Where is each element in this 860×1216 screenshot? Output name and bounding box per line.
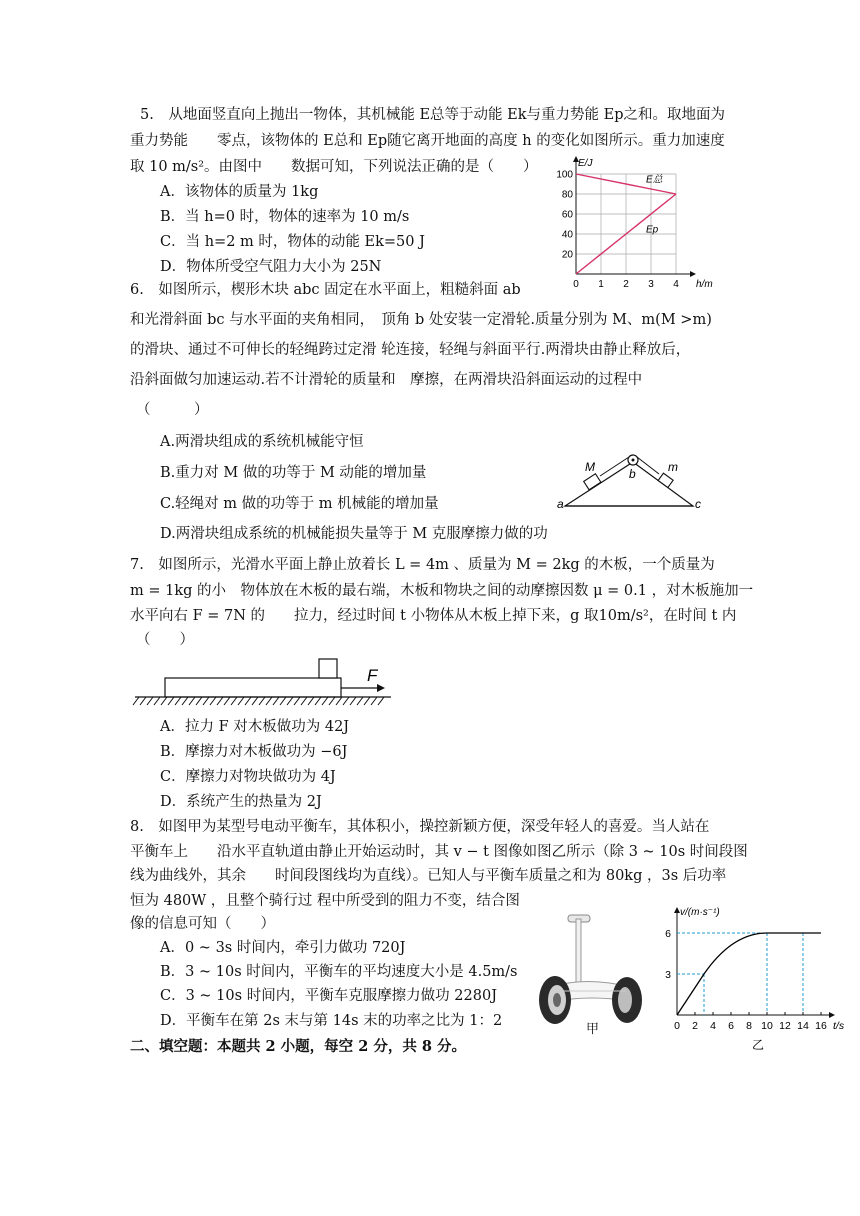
hatch-mark [336,697,342,705]
section-2-heading: 二、填空题：本题共 2 小题，每空 2 分，共 8 分。 [130,1038,467,1055]
y-tick-label: 20 [561,249,573,261]
q6-line-2: 和光滑斜面 bc 与水平面的夹角相同， 顶角 b 处安装一定滑轮.质量分别为 M、m(M >m) [130,312,712,328]
hatch-mark [140,697,146,705]
y-axis-label: v/(m·s⁻¹) [680,907,720,918]
hatch-mark [266,697,272,705]
q8-velocity-time-chart [655,900,855,1052]
x-axis-label: h/m [696,279,713,290]
hatch-mark [231,697,237,705]
hatch-mark [315,697,321,705]
hatch-mark [308,697,314,705]
x-tick-label: 3 [648,279,654,290]
x-tick-label: 0 [674,1020,680,1032]
q6-line-4: 沿斜面做匀加速运动.若不计滑轮的质量和 摩擦，在两滑块沿斜面运动的过程中 [130,372,643,388]
hatch-mark [161,697,167,705]
hatch-mark [154,697,160,705]
q5-line-1: 5. 从地面竖直向上抛出一物体，其机械能 E总等于动能 Ek与重力势能 Ep之和。取地面为 [140,107,725,123]
q8-option-c: C．3 ~ 10s 时间内，平衡车克服摩擦力做功 2280J [160,988,498,1004]
q6-option-d: D.两滑块组成系统的机械能损失量等于 M 克服摩擦力做的功 [160,526,548,542]
label-F: F [367,666,378,685]
q8-line-2: 平衡车上 沿水平直轨道由静止开始运动时，其 v − t 图像如图乙所示（除 3 ~ 10s 时间段图 [130,844,748,860]
x-tick-label: 4 [673,279,679,290]
y-tick-label: 60 [561,209,573,221]
hatch-mark [322,697,328,705]
block-M [584,474,601,490]
q5-energy-height-chart [556,158,720,293]
hatch-mark [168,697,174,705]
q6-line-5: （ ） [136,402,209,418]
label-m: m [668,460,678,474]
ground-hatch [133,697,384,705]
q5-option-d: D．物体所受空气阻力大小为 25N [160,259,382,275]
hatch-mark [294,697,300,705]
hatch-mark [133,697,139,705]
q8-line-1: 8. 如图甲为某型号电动平衡车，其体积小，操控新颖方便，深受年轻人的喜爱。当人站在 [130,819,710,835]
hatch-mark [287,697,293,705]
hatch-mark [259,697,265,705]
q8-line-3: 线为曲线外，其余 时间段图线均为直线）。已知人与平衡车质量之和为 80kg ，3s 后功率 [130,868,727,884]
q6-option-b: B.重力对 M 做的功等于 M 动能的增加量 [160,465,427,481]
hatch-mark [280,697,286,705]
label-b: b [629,467,636,481]
q6-wedge-figure [555,448,705,512]
hatch-mark [203,697,209,705]
hatch-mark [175,697,181,705]
hatch-mark [238,697,244,705]
x-axis-arrow [829,1012,835,1018]
y-tick-label: 6 [665,928,671,940]
x-tick-label: 2 [623,279,629,290]
x-tick-label: 2 [692,1020,698,1032]
hatch-mark [343,697,349,705]
x-axis-arrow [690,271,696,277]
hatch-mark [273,697,279,705]
hatch-mark [301,697,307,705]
hatch-mark [147,697,153,705]
balance-scooter-image [530,905,655,1035]
q5-option-b: B．当 h=0 时，物体的速率为 10 m/s [160,209,410,225]
hatch-mark [252,697,258,705]
q5-line-3: 取 10 m/s²。由图中 数据可知，下列说法正确的是（ ） [130,159,538,175]
q7-line-2: m = 1kg 的小 物体放在木板的最右端，木板和物块之间的动摩擦因数 μ = 0.1 ，对木板施加一 [130,583,754,599]
board [165,678,341,697]
hatch-mark [217,697,223,705]
series-label: E总 [646,174,663,186]
y-tick-label: 40 [561,229,573,241]
hatch-mark [196,697,202,705]
x-axis-label: t/s [833,1020,845,1032]
x-tick-label: 14 [797,1020,809,1032]
x-tick-label: 10 [761,1020,773,1032]
x-tick-label: 0 [573,279,579,290]
hatch-mark [357,697,363,705]
y-axis-label: E/J [578,158,593,169]
block-m [658,473,673,487]
caption-yi: 乙 [751,1038,765,1052]
x-tick-label: 6 [728,1020,734,1032]
series-label: Ep [646,224,659,236]
q6-line-3: 的滑块、通过不可伸长的轻绳跨过定滑 轮连接，轻绳与斜面平行.两滑块由静止释放后， [130,342,691,358]
q7-line-4: （ ） [136,632,194,648]
q6-option-a: A.两滑块组成的系统机械能守恒 [160,434,364,450]
q6-option-c: C.轻绳对 m 做的功等于 m 机械能的增加量 [160,496,439,512]
q5-option-a: A．该物体的质量为 1kg [160,184,319,200]
q5-option-c: C．当 h=2 m 时，物体的动能 Ek=50 J [160,234,425,250]
hatch-mark [364,697,370,705]
x-tick-label: 16 [815,1020,827,1032]
hatch-mark [371,697,377,705]
q8-option-d: D．平衡车在第 2s 末与第 14s 末的功率之比为 1：2 [160,1013,503,1029]
q7-board-figure [135,655,395,710]
caption-jia: 甲 [586,1022,600,1037]
y-tick-label: 3 [665,969,671,981]
q7-option-a: A．拉力 F 对木板做功为 42J [160,719,350,735]
x-tick-label: 4 [710,1020,716,1032]
hatch-mark [189,697,195,705]
y-tick-label: 100 [556,169,573,181]
q7-line-3: 水平向右 F = 7N 的 拉力，经过时间 t 小物体从木板上掉下来，g 取10m/s²，在时间 t 内 [130,608,737,624]
hatch-mark [329,697,335,705]
label-c: c [695,497,701,511]
hatch-mark [182,697,188,705]
hatch-mark [378,697,384,705]
q8-line-5: 像的信息可知（ ） [130,916,275,932]
hatch-mark [210,697,216,705]
x-tick-label: 8 [746,1020,752,1032]
x-tick-label: 1 [598,279,604,290]
q5-line-2: 重力势能 零点，该物体的 E总和 Ep随它离开地面的高度 h 的变化如图所示。重力加速度 [130,133,725,149]
label-M: M [585,460,595,474]
small-block [319,659,337,678]
y-tick-label: 80 [561,189,573,201]
hatch-mark [245,697,251,705]
q7-option-d: D．系统产生的热量为 2J [160,794,322,810]
hatch-mark [350,697,356,705]
q6-line-1: 6. 如图所示，楔形木块 abc 固定在水平面上，粗糙斜面 ab [130,282,521,298]
label-a: a [557,497,564,511]
q7-option-c: C．摩擦力对物块做功为 4J [160,769,336,785]
q7-option-b: B．摩擦力对木板做功为 −6J [160,744,348,760]
q8-option-a: A．0 ~ 3s 时间内，牵引力做功 720J [160,940,406,956]
q8-option-b: B．3 ~ 10s 时间内，平衡车的平均速度大小是 4.5m/s [160,964,518,980]
q8-line-4: 恒为 480W ，且整个骑行过 程中所受到的阻力不变，结合图 [130,893,520,909]
q7-line-1: 7. 如图所示，光滑水平面上静止放着长 L = 4m 、质量为 M = 2kg 的木板，一个质量为 [130,557,715,573]
hatch-mark [224,697,230,705]
x-tick-label: 12 [779,1020,791,1032]
